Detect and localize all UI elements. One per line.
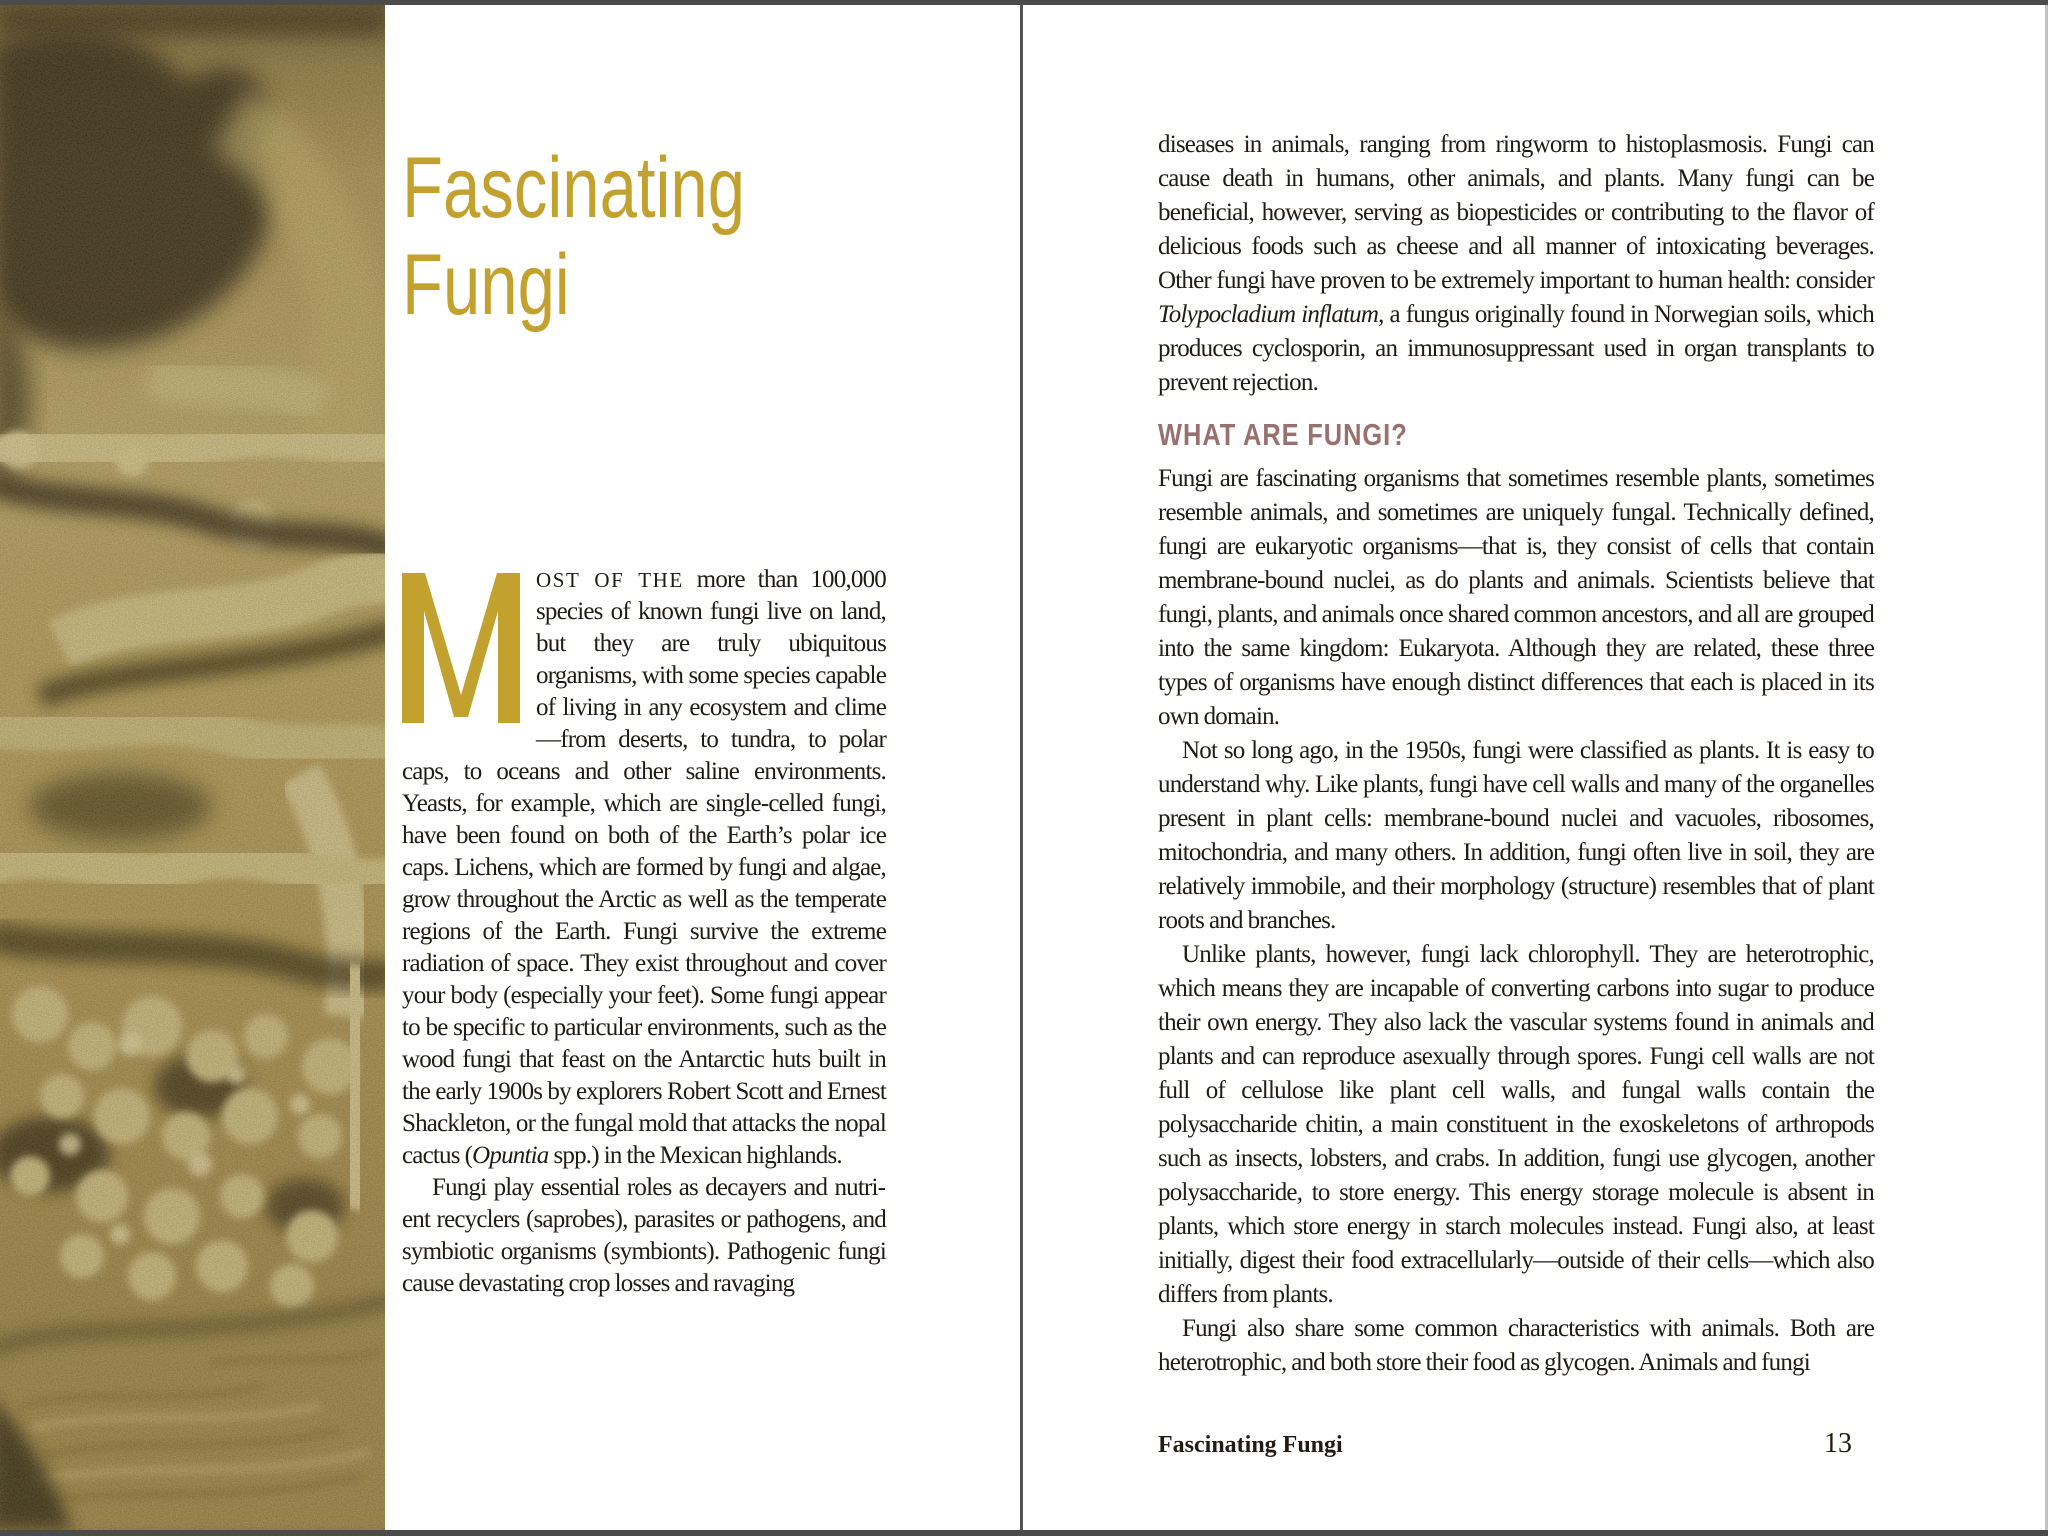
fungi-sem-photo: [0, 5, 385, 1530]
opening-paragraph-text: more than 100,000 species of known fungi live on land, but they are truly ubiquitous organisms, with some species capable of living in any ecosystem and clime—from deserts, to tundra, to polar caps, to oceans and other saline environments. Yeasts, for example, which are single-celled fungi, have been found on both of the Earth’s polar ice caps. Lichens, which are formed by fungi and algae, grow throughout the Arctic as well as the temperate regions of the Earth. Fungi survive the extreme radiation of space. They exist throughout and cover your body (especially your feet). Some fungi appear to be specific to particular environments, such as the wood fungi that feast on the Antarctic huts built in the early 1900s by explorers Robert Scott and Ernest Shackleton, or the fungal mold that attacks the nopal cactus (Opuntia spp.) in the Mexican highlands.: [402, 566, 886, 1169]
chapter-title-line-2: Fungi: [402, 237, 570, 333]
left-page: [402, 0, 886, 1536]
opening-paragraph: [402, 564, 886, 1172]
chapter-title: [402, 140, 745, 334]
page-divider: [1020, 0, 1023, 1536]
small-caps-lead: OST OF THE: [536, 568, 684, 592]
drop-cap: [402, 573, 520, 723]
left-body-text: [402, 564, 886, 1300]
paragraph: Not so long ago, in the 1950s, fungi were classified as plants. It is easy to understand why. Like plants, fungi have cell walls and many of the organelles present in plant cells: membrane-bound nuclei and vacuoles, ribosomes, mitochondria, and many others. In addition, fungi often live in soil, they are relatively immobile, and their morphology (structure) resembles that of plant roots and branches.: [1158, 737, 1874, 934]
top-border: [0, 0, 2048, 5]
bottom-border: [0, 1530, 2048, 1536]
paragraph: Fungi play essential roles as decayers and nutrient recyclers (saprobes), parasites or pathogens, and symbiotic organisms (symbionts). Pathogenic fungi cause devastating crop losses and ravaging: [402, 1174, 886, 1297]
page-number: 13: [1824, 1428, 1852, 1459]
paragraph: Unlike plants, however, fungi lack chlorophyll. They are heterotrophic, which means they are incapable of converting carbons into sugar to produce their own energy. They also lack the vascular systems found in animals and plants and can reproduce asexually through spores. Fungi cell walls are not full of cellulose like plant cell walls, and fungal walls contain the polysaccharide chitin, a main constituent in the exoskeletons of arthropods such as insects, lobsters, and crabs. In addition, fungi use glycogen, another polysaccharide, to store energy. This energy storage molecule is absent in plants, which store energy in starch molecules instead. Fungi also, at least initially, digest their food extracellularly—outside of their cells—which also differs from plants.: [1158, 941, 1874, 1308]
paragraph-continuation: diseases in animals, ranging from ringworm to histoplasmosis. Fungi can cause death in humans, other animals, and plants. Many fungi can be beneficial, however, serving as biopesticides or contributing to the flavor of delicious foods such as cheese and all manner of intoxicating beverages. Other fungi have proven to be extremely important to human health: consider Tolypocladium inflatum, a fungus originally found in Norwegian soils, which produces cyclosporin, an immunosuppressant used in organ transplants to prevent rejection.: [1158, 131, 1874, 396]
section-heading: WHAT ARE FUNGI?: [1158, 417, 1408, 452]
right-body-text: [1158, 128, 1874, 1380]
chapter-title-line-1: Fascinating: [402, 140, 746, 236]
running-title: Fascinating Fungi: [1158, 1432, 1343, 1458]
paragraph: Fungi also share some common characteristics with animals. Both are heterotrophic, and both store their food as glycogen. Animals and fungi: [1158, 1315, 1874, 1376]
paragraph: Fungi are fascinating organisms that sometimes resemble plants, sometimes resemble animals, and sometimes are uniquely fungal. Technically defined, fungi are eukaryotic organisms—that is, they consist of cells that contain membrane-bound nuclei, as do plants and animals. Scientists believe that fungi, plants, and animals once shared common ancestors, and all are grouped into the same kingdom: Eukaryota. Although they are related, these three types of organisms have enough distinct differences that each is placed in its own domain.: [1158, 465, 1874, 730]
running-footer: [1158, 1428, 1874, 1460]
right-page: [1158, 0, 1874, 1536]
